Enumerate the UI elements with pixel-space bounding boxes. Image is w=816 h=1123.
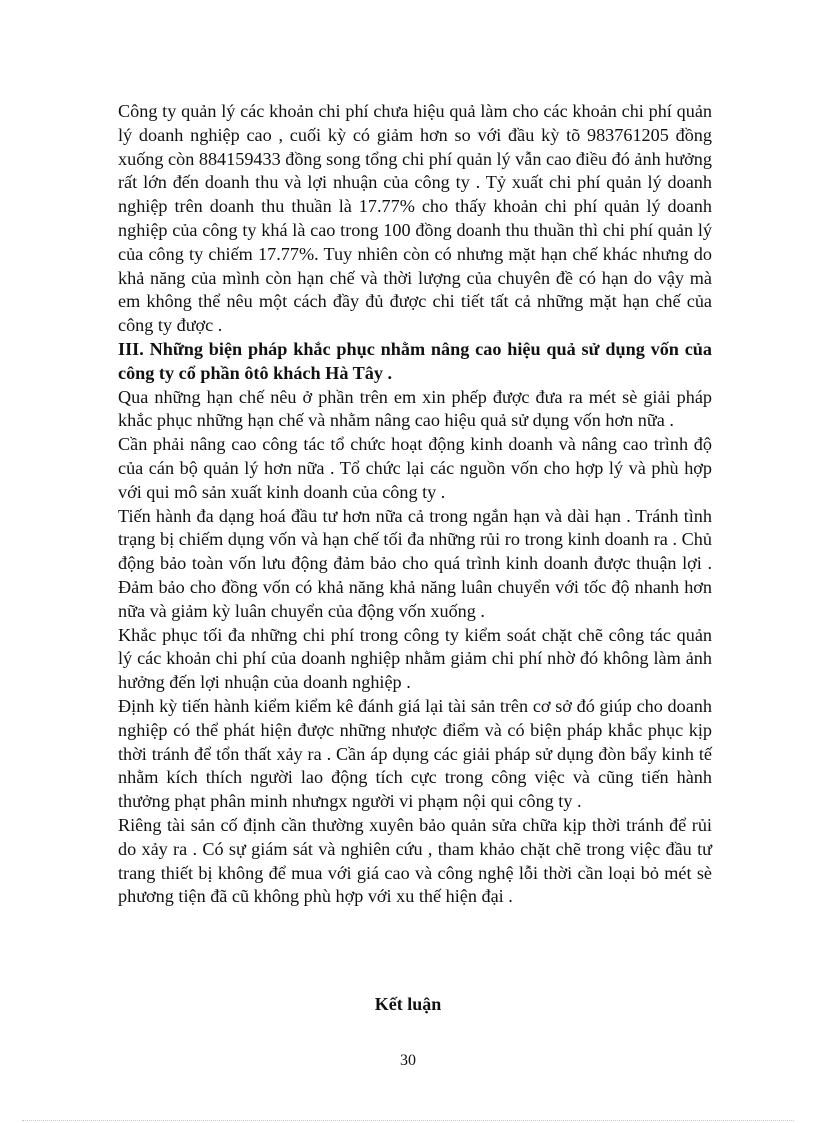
paragraph-cost-control: Khắc phục tối đa những chi phí trong công ty kiểm soát chặt chẽ công tác quản lý các khoản chi phí của doanh nghiệp nhằm giảm chi phí nhờ đó không làm ảnh hưởng đến lợi nhuận của doanh nghiệp . <box>118 624 712 693</box>
page-number: 30 <box>400 1052 416 1069</box>
paragraph-cost-analysis: Công ty quản lý các khoản chi phí chưa hiệu quả làm cho các khoản chi phí quản lý doanh nghiệp cao , cuối kỳ có giảm hơn so với đầu kỳ tõ 983761205 đồng xuống còn 884159433 đồng song tổng chi phí quản lý vẫn cao điều đó ảnh hưởng rất lớn đến doanh thu và lợi nhuận của công ty . Tỷ xuất chi phí quản lý doanh nghiệp trên doanh thu thuần là 17.77% cho thấy khoản chi phí quản lý doanh nghiệp của công ty khá là cao trong 100 đồng doanh thu thuần thì chi phí quản lý của công ty chiếm 17.77%. Tuy nhiên còn có nhưng mặt hạn chế khác nhưng do khả năng của mình còn hạn chế và thời lượng của chuyên đề có hạn do vậy mà em không thể nêu một cách đầy đủ được chi tiết tất cả những mặt hạn chế của công ty được . <box>118 101 712 336</box>
paragraph-diversify-investment: Tiến hành đa dạng hoá đầu tư hơn nữa cả trong ngắn hạn và dài hạn . Tránh tình trạng bị chiếm dụng vốn và hạn chế tối đa những rủi ro trong kinh doanh ra . Chủ động bảo toàn vốn lưu động đảm bảo cho quá trình kinh doanh được thuận lợi . Đảm bảo cho đồng vốn có khả năng khả năng luân chuyển với tốc độ nhanh hơn nữa và giảm kỳ luân chuyển của động vốn xuống . <box>118 505 712 621</box>
paragraph-fixed-assets: Riêng tài sản cố định cần thường xuyên bảo quản sửa chữa kịp thời tránh để rủi do xảy ra . Có sự giám sát và nghiên cứu , tham khảo chặt chẽ trong việc đầu tư trang thiết bị không để mua với giá cao và công nghệ lỗi thời cần loại bỏ mét sè phương tiện đã cũ không phù hợp với xu thế hiện đại . <box>118 814 712 907</box>
paragraph-intro-solutions: Qua những hạn chế nêu ở phần trên em xin phếp được đưa ra mét sè giải pháp khắc phục những hạn chế và nhằm nâng cao hiệu quả sử dụng vốn hơn nữa . <box>118 386 712 431</box>
conclusion-title: Kết luận <box>374 994 442 1014</box>
section-heading: III. Những biện pháp khắc phục nhằm nâng cao hiệu quả sử dụng vốn của công ty cổ phần ôtô khách Hà Tây . <box>118 338 712 383</box>
page-bottom-divider <box>22 1120 794 1121</box>
paragraph-management: Cần phải nâng cao công tác tổ chức hoạt động kinh doanh và nâng cao trình độ của cán bộ quản lý hơn nữa . Tổ chức lại các nguồn vốn cho hợp lý và phù hợp với qui mô sản xuất kinh doanh của công ty . <box>118 434 712 502</box>
body-text <box>118 100 712 909</box>
paragraph-asset-review: Định kỳ tiến hành kiểm kiểm kê đánh giá lại tài sản trên cơ sở đó giúp cho doanh nghiệp có thể phát hiện được những nhược điểm và có biện pháp khắc phục kịp thời tránh để tổn thất xảy ra . Cần áp dụng các giải pháp sử dụng đòn bẩy kinh tế nhằm kích thích người lao động tích cực trong công việc và cũng tiến hành thưởng phạt phân minh nhưngx người vi phạm nội qui công ty . <box>118 695 712 812</box>
